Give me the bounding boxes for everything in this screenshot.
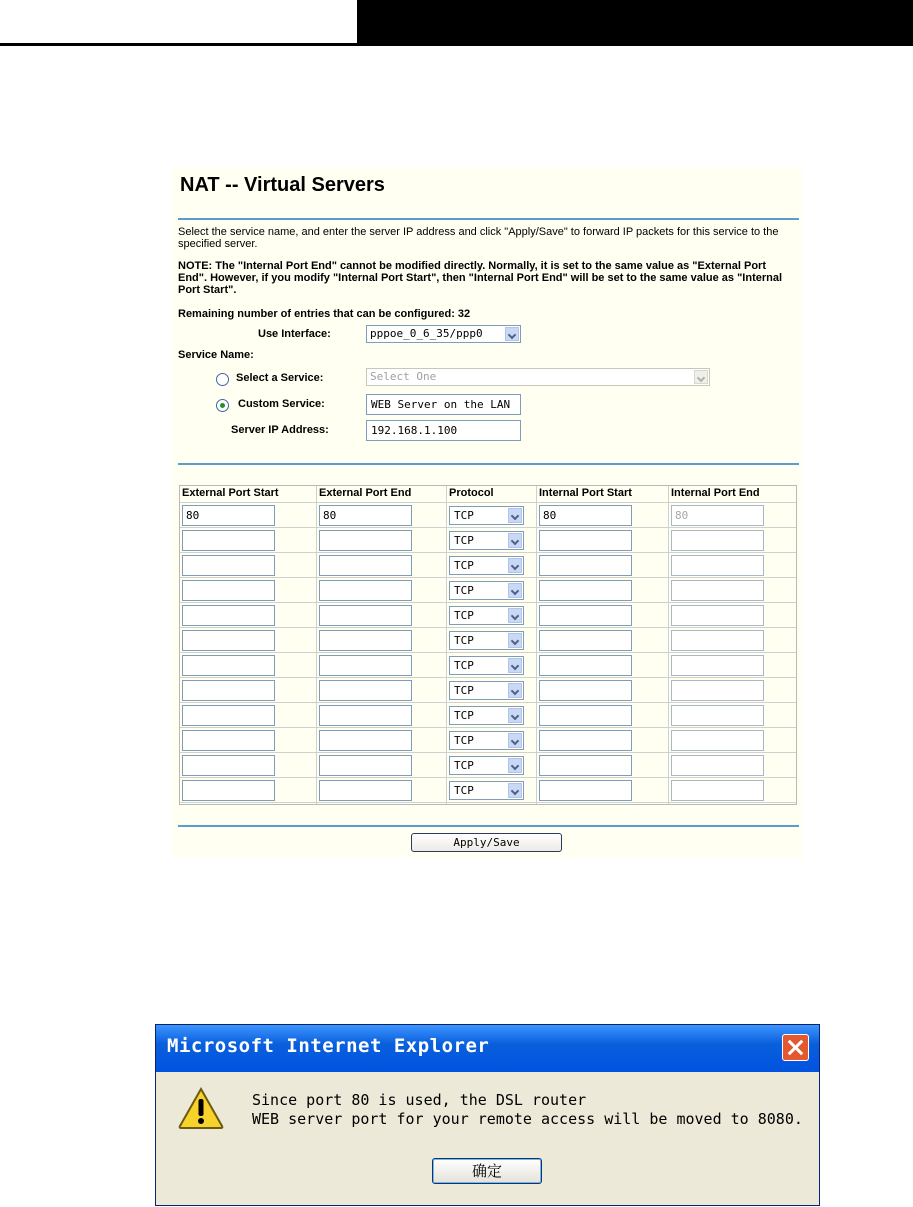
protocol-select[interactable] — [449, 731, 524, 750]
internal-port-end-input — [671, 630, 764, 651]
internal-port-end-input — [671, 705, 764, 726]
external-port-start-input[interactable] — [182, 730, 275, 751]
table-row — [180, 603, 796, 628]
internal-port-start-input[interactable] — [539, 755, 632, 776]
custom-service-radio[interactable] — [216, 399, 229, 412]
internal-port-start-input[interactable] — [539, 680, 632, 701]
internal-port-end-input — [671, 680, 764, 701]
internal-port-end-input — [671, 555, 764, 576]
external-port-start-input[interactable] — [182, 630, 275, 651]
external-port-start-input[interactable] — [182, 580, 275, 601]
protocol-value: TCP — [454, 659, 474, 672]
chevron-down-icon — [508, 658, 522, 673]
protocol-value: TCP — [454, 784, 474, 797]
internal-port-start-input[interactable] — [539, 655, 632, 676]
header-protocol: Protocol — [449, 487, 494, 499]
internal-port-end-input — [671, 780, 764, 801]
internal-port-start-input[interactable] — [539, 705, 632, 726]
external-port-end-input[interactable] — [319, 705, 412, 726]
dialog-message — [252, 1091, 803, 1129]
table-row — [180, 528, 796, 553]
chevron-down-icon — [508, 708, 522, 723]
table-row — [180, 678, 796, 703]
external-port-start-input[interactable] — [182, 680, 275, 701]
service-name-label: Service Name: — [178, 349, 254, 361]
internal-port-end-input — [671, 530, 764, 551]
external-port-end-input[interactable] — [319, 755, 412, 776]
protocol-value: TCP — [454, 584, 474, 597]
table-row — [180, 553, 796, 578]
internal-port-start-input[interactable] — [539, 630, 632, 651]
protocol-value: TCP — [454, 509, 474, 522]
external-port-end-input[interactable] — [319, 630, 412, 651]
use-interface-label: Use Interface: — [258, 328, 331, 340]
nat-virtual-servers-panel — [172, 168, 802, 858]
dialog-message-line2: WEB server port for your remote access will be moved to 8080. — [252, 1110, 803, 1128]
table-row — [180, 728, 796, 753]
custom-service-label: Custom Service: — [238, 398, 325, 410]
protocol-select[interactable] — [449, 656, 524, 675]
chevron-down-icon — [508, 783, 522, 798]
server-ip-label: Server IP Address: — [231, 424, 329, 436]
protocol-select[interactable] — [449, 531, 524, 550]
external-port-start-input[interactable]: 80 — [182, 505, 275, 526]
remaining-entries-text: Remaining number of entries that can be configured: 32 — [178, 308, 471, 320]
port-table — [179, 485, 797, 805]
protocol-select[interactable] — [449, 781, 524, 800]
protocol-select[interactable] — [449, 556, 524, 575]
internal-port-end-input: 80 — [671, 505, 764, 526]
internal-port-end-input — [671, 605, 764, 626]
chevron-down-icon — [508, 758, 522, 773]
protocol-select[interactable] — [449, 756, 524, 775]
chevron-down-icon — [508, 733, 522, 748]
form-divider — [178, 463, 799, 465]
select-service-value: Select One — [370, 370, 437, 383]
internal-port-end-input — [671, 655, 764, 676]
use-interface-value: pppoe_0_6_35/ppp0 — [370, 327, 483, 340]
use-interface-select[interactable] — [366, 325, 521, 343]
internal-port-start-input[interactable] — [539, 605, 632, 626]
external-port-start-input[interactable] — [182, 780, 275, 801]
table-row — [180, 653, 796, 678]
external-port-start-input[interactable] — [182, 655, 275, 676]
internal-port-start-input[interactable] — [539, 730, 632, 751]
external-port-end-input[interactable] — [319, 730, 412, 751]
warning-icon — [178, 1087, 224, 1129]
chevron-down-icon — [508, 558, 522, 573]
protocol-select[interactable] — [449, 606, 524, 625]
header-external-port-start: External Port Start — [182, 487, 279, 499]
port-table-header — [180, 486, 796, 503]
external-port-start-input[interactable] — [182, 705, 275, 726]
dialog-title: Microsoft Internet Explorer — [167, 1035, 490, 1057]
external-port-end-input[interactable] — [319, 655, 412, 676]
header-rule — [0, 43, 913, 46]
external-port-end-input[interactable] — [319, 780, 412, 801]
table-row — [180, 778, 796, 803]
protocol-value: TCP — [454, 759, 474, 772]
external-port-end-input[interactable] — [319, 605, 412, 626]
external-port-start-input[interactable] — [182, 605, 275, 626]
external-port-end-input[interactable]: 80 — [319, 505, 412, 526]
internal-port-start-input[interactable] — [539, 530, 632, 551]
chevron-down-icon — [508, 633, 522, 648]
server-ip-input[interactable]: 192.168.1.100 — [366, 420, 521, 441]
protocol-value: TCP — [454, 634, 474, 647]
ok-button[interactable]: 确定 — [432, 1158, 542, 1184]
close-icon[interactable] — [782, 1034, 809, 1061]
table-row — [180, 578, 796, 603]
protocol-value: TCP — [454, 684, 474, 697]
external-port-start-input[interactable] — [182, 530, 275, 551]
chevron-down-icon — [508, 533, 522, 548]
chevron-down-icon — [508, 683, 522, 698]
internal-port-end-input — [671, 580, 764, 601]
select-service-label: Select a Service: — [236, 372, 324, 384]
protocol-select[interactable] — [449, 581, 524, 600]
table-row — [180, 503, 796, 528]
external-port-start-input[interactable] — [182, 555, 275, 576]
protocol-value: TCP — [454, 609, 474, 622]
ie-alert-dialog — [155, 1024, 820, 1206]
external-port-end-input[interactable] — [319, 555, 412, 576]
chevron-down-icon — [508, 583, 522, 598]
chevron-down-icon — [508, 608, 522, 623]
protocol-select[interactable] — [449, 706, 524, 725]
header-black-block — [357, 0, 913, 44]
protocol-value: TCP — [454, 709, 474, 722]
table-row — [180, 628, 796, 653]
chevron-down-icon — [508, 508, 522, 523]
protocol-select[interactable] — [449, 506, 524, 525]
apply-save-button[interactable]: Apply/Save — [411, 833, 562, 852]
bottom-divider — [178, 825, 799, 827]
table-row — [180, 753, 796, 778]
chevron-down-icon — [694, 370, 708, 384]
header-internal-port-start: Internal Port Start — [539, 487, 632, 499]
select-service-dropdown[interactable] — [366, 368, 710, 386]
header-internal-port-end: Internal Port End — [671, 487, 760, 499]
note-text: NOTE: The "Internal Port End" cannot be modified directly. Normally, it is set to the same value as "External Port End". However, if you modify "Internal Port Start", then "Internal Port End" will be set to the same value as "Internal Port Start". — [178, 260, 783, 296]
protocol-value: TCP — [454, 534, 474, 547]
external-port-start-input[interactable] — [182, 755, 275, 776]
external-port-end-input[interactable] — [319, 530, 412, 551]
table-row — [180, 703, 796, 728]
internal-port-end-input — [671, 755, 764, 776]
custom-service-input[interactable]: WEB Server on the LAN — [366, 394, 521, 415]
external-port-end-input[interactable] — [319, 680, 412, 701]
description-text: Select the service name, and enter the server IP address and click "Apply/Save" to forward IP packets for this service to the specified server. — [178, 226, 779, 250]
dialog-message-line1: Since port 80 is used, the DSL router — [252, 1091, 587, 1109]
internal-port-start-input[interactable]: 80 — [539, 505, 632, 526]
protocol-select[interactable] — [449, 681, 524, 700]
internal-port-start-input[interactable] — [539, 555, 632, 576]
dialog-title-bar — [156, 1025, 819, 1072]
title-divider — [178, 218, 799, 220]
protocol-select[interactable] — [449, 631, 524, 650]
chevron-down-icon — [505, 327, 519, 341]
page-title: NAT -- Virtual Servers — [180, 174, 385, 196]
external-port-end-input[interactable] — [319, 580, 412, 601]
internal-port-start-input[interactable] — [539, 780, 632, 801]
protocol-value: TCP — [454, 559, 474, 572]
protocol-value: TCP — [454, 734, 474, 747]
select-service-radio[interactable] — [216, 373, 229, 386]
internal-port-start-input[interactable] — [539, 580, 632, 601]
header-external-port-end: External Port End — [319, 487, 412, 499]
internal-port-end-input — [671, 730, 764, 751]
